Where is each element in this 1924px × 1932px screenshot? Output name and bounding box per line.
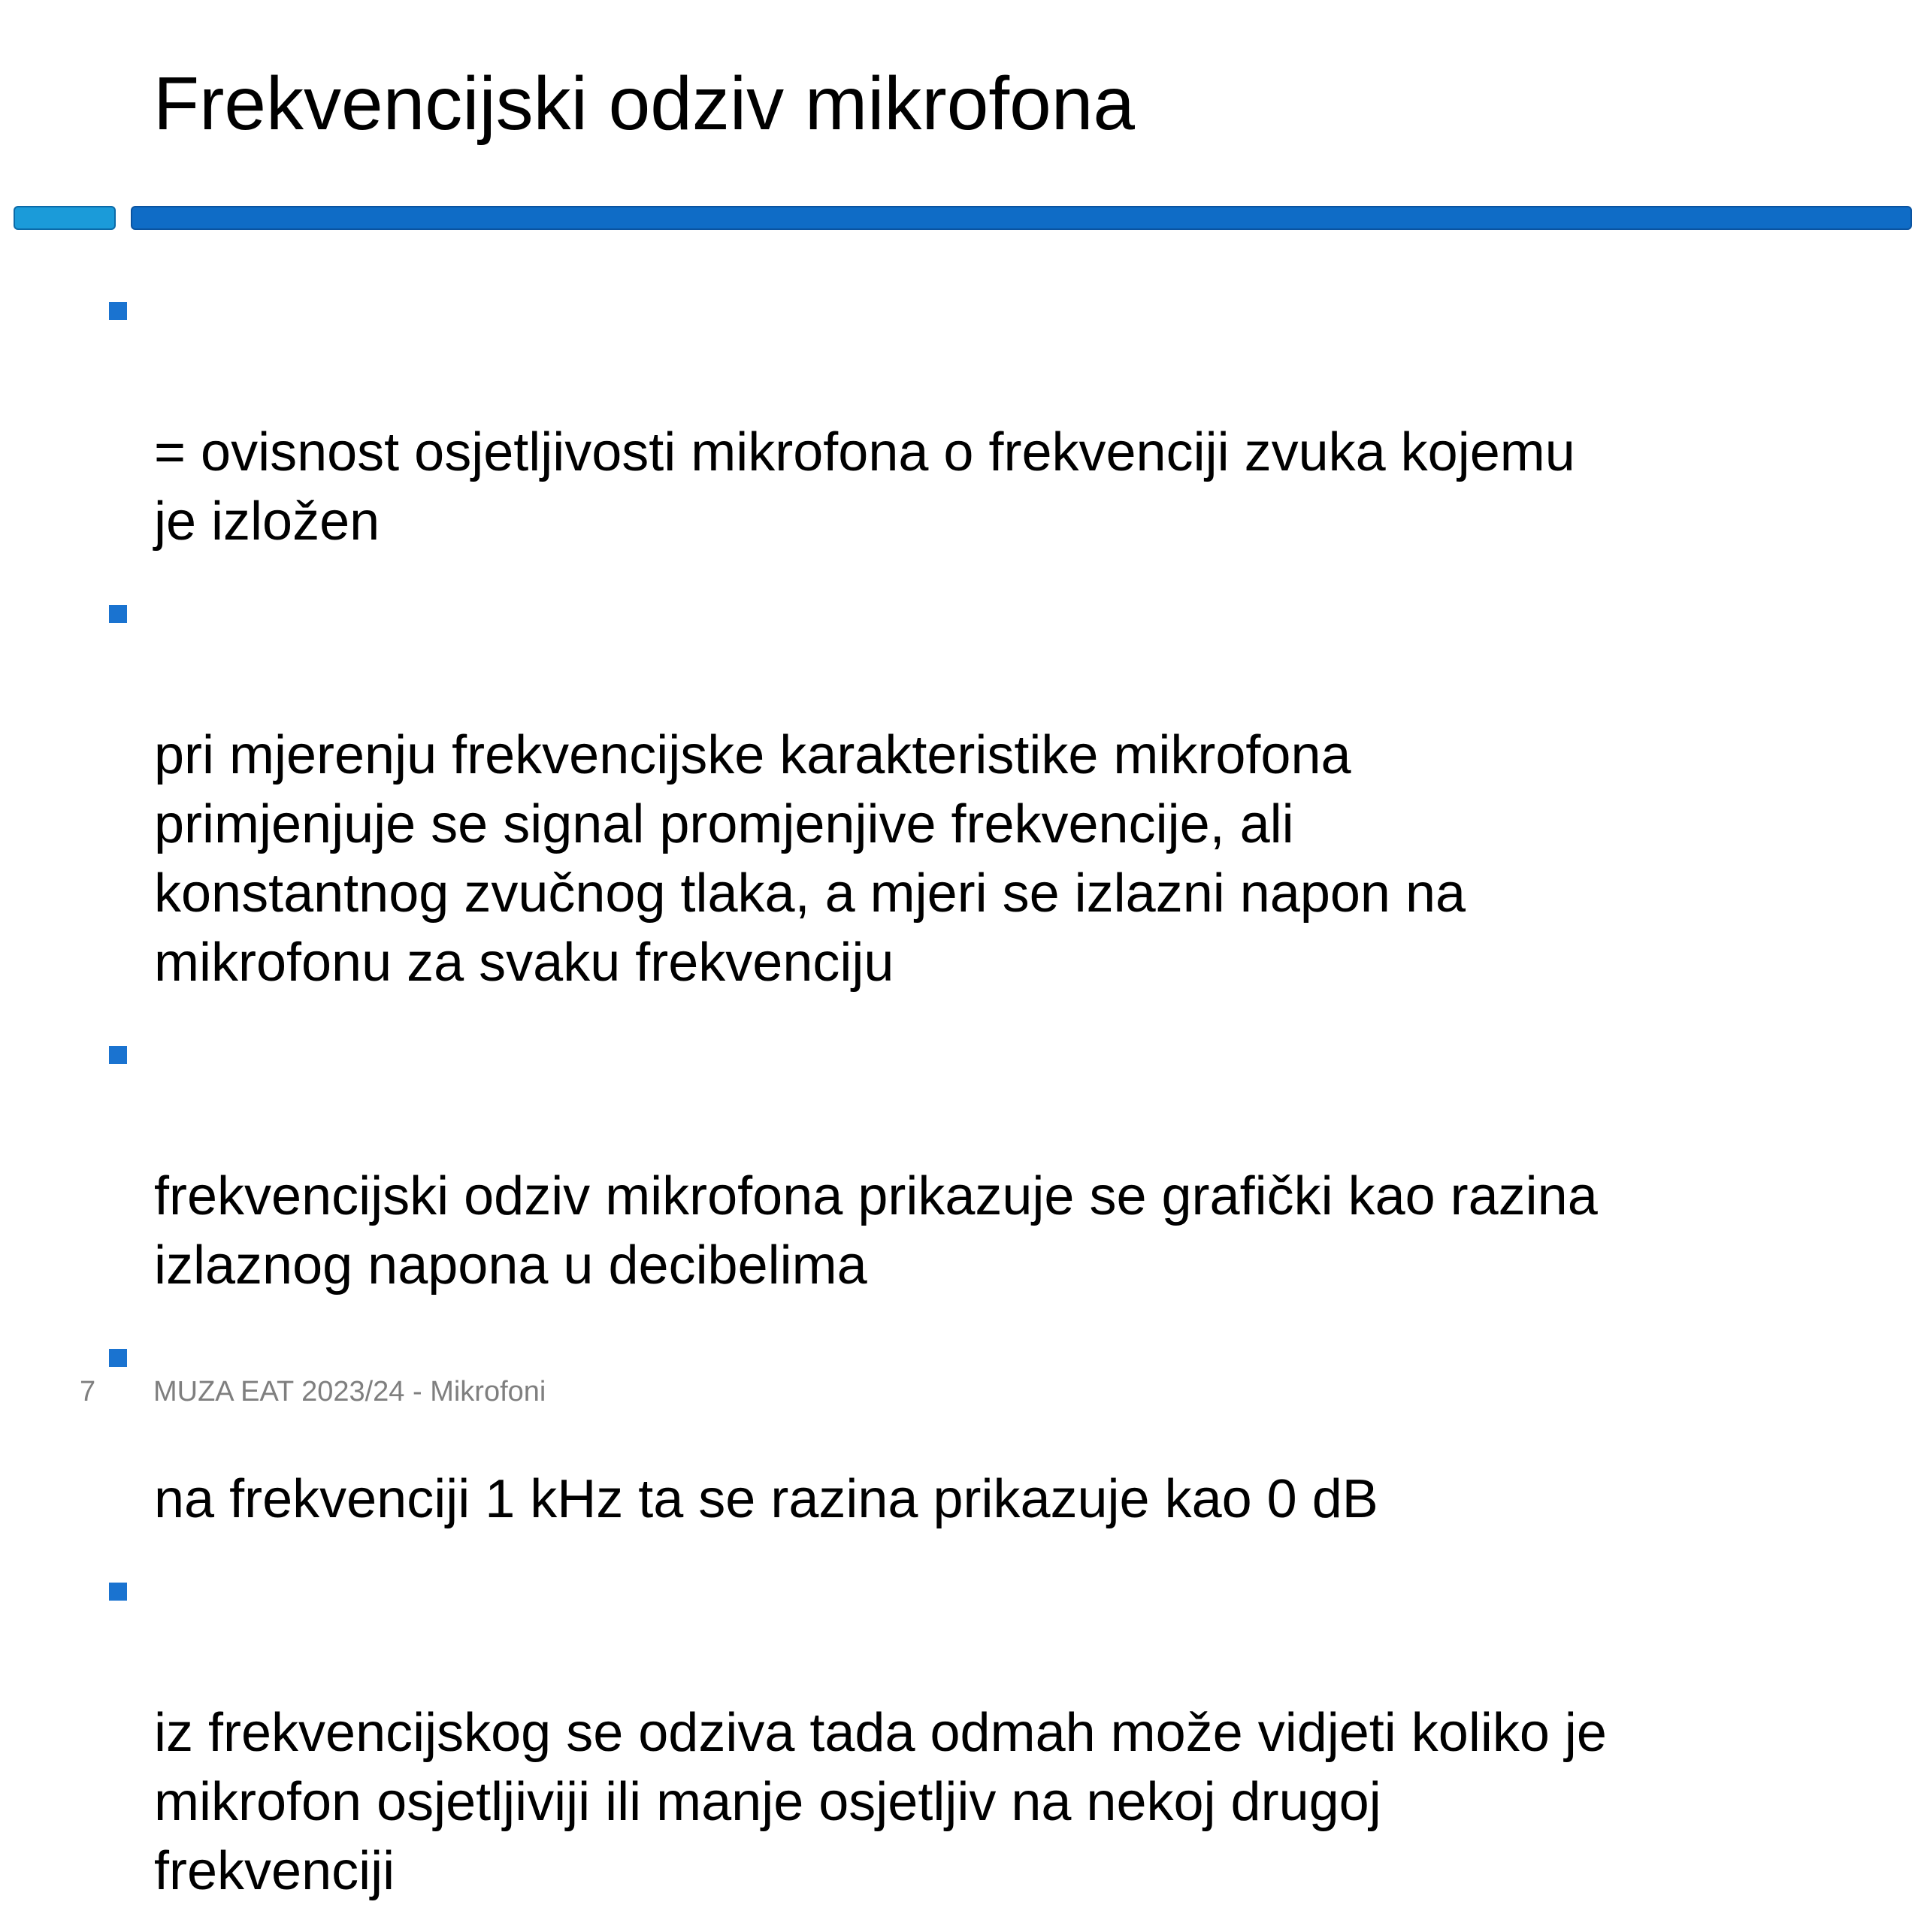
footer-text: MUZA EAT 2023/24 - Mikrofoni	[153, 1376, 546, 1407]
bullet-item	[109, 1023, 1762, 1300]
title-rule-bar	[131, 206, 1912, 230]
square-bullet-icon	[109, 1349, 127, 1367]
bullet-list	[109, 280, 1762, 1932]
bullet-text: = ovisnost osjetljivosti mikrofona o frekvenciji zvuka kojemu je izložen	[154, 422, 1575, 552]
bullet-text: iz frekvencijskog se odziva tada odmah može vidjeti koliko je mikrofon osjetljiviji ili manje osjetljiv na nekoj drugoj frekvenciji	[154, 1703, 1607, 1901]
bullet-item	[109, 1560, 1762, 1906]
bullet-item	[109, 1326, 1762, 1534]
square-bullet-icon	[109, 1583, 127, 1601]
square-bullet-icon	[109, 302, 127, 320]
bullet-item	[109, 582, 1762, 997]
bullet-text: na frekvenciji 1 kHz ta se razina prikazuje kao 0 dB	[154, 1469, 1378, 1529]
bullet-text: frekvencijski odziv mikrofona prikazuje se grafički kao razina izlaznog napona u decibelima	[154, 1166, 1598, 1296]
square-bullet-icon	[109, 1046, 127, 1064]
bullet-item	[109, 280, 1762, 556]
bullet-text: pri mjerenju frekvencijske karakteristike mikrofona primjenjuje se signal promjenjive frekvencije, ali konstantnog zvučnog tlaka, a mjeri se izlazni napon na mikrofonu za svaku frekvenciju	[154, 725, 1466, 993]
square-bullet-icon	[109, 605, 127, 623]
slide-title: Frekvencijski odziv mikrofona	[153, 62, 1135, 146]
slide-number: 7	[80, 1376, 96, 1407]
title-rule-accent	[14, 206, 116, 230]
